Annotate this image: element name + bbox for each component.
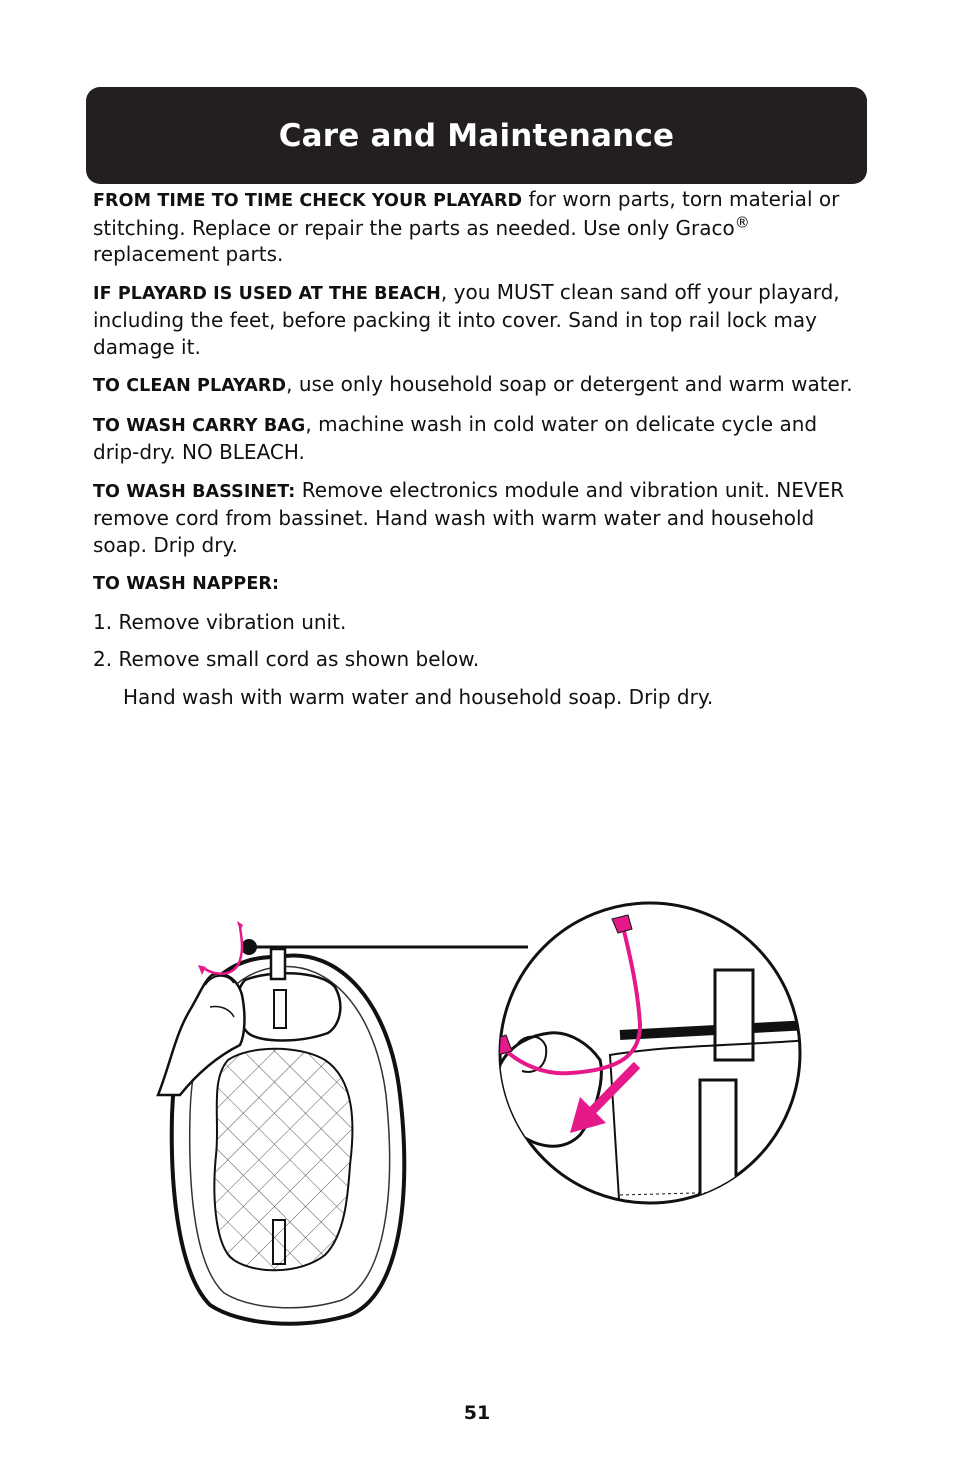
section-header xyxy=(86,87,867,184)
small-cord-pink xyxy=(205,927,242,974)
paragraph-beach xyxy=(93,279,868,361)
napper-note: Hand wash with warm water and household soap. Drip dry. xyxy=(123,684,714,709)
lead-clean-playard: TO CLEAN PLAYARD xyxy=(93,376,287,396)
text-bassinet: Remove electronics module and vibration unit. NEVER remove cord from bassinet. Hand wash with warm water and household soap. Drip dry. xyxy=(93,477,845,557)
lead-check-playard: FROM TIME TO TIME CHECK YOUR PLAYARD xyxy=(93,191,523,211)
text-clean-playard: , use only household soap or detergent and warm water. xyxy=(286,372,853,396)
text-check-playard-end: replacement parts. xyxy=(93,242,284,266)
page-title: Care and Maintenance xyxy=(278,117,675,154)
page-number: 51 xyxy=(463,1402,491,1424)
paragraph-bassinet xyxy=(93,477,868,559)
registered-mark: ® xyxy=(734,212,750,231)
napper-step-1: 1. Remove vibration unit. xyxy=(93,609,347,634)
napper-step-2: 2. Remove small cord as shown below. xyxy=(93,647,480,671)
paragraph-check-playard xyxy=(93,186,868,268)
napper-illustration xyxy=(150,895,820,1335)
lead-carry-bag: TO WASH CARRY BAG xyxy=(93,415,306,436)
callout-dot xyxy=(241,939,257,955)
lead-beach: IF PLAYARD IS USED AT THE BEACH xyxy=(93,283,441,304)
text-beach: , you MUST clean sand off your playard, including the feet, before packing it into cover. Sand in top rail lock may damage it. xyxy=(93,279,840,359)
instructions xyxy=(93,186,868,721)
detail-callout-circle xyxy=(492,903,810,1215)
paragraph-clean-playard xyxy=(93,371,868,400)
text-carry-bag: , machine wash in cold water on delicate cycle and drip-dry. NO BLEACH. xyxy=(93,411,818,464)
lead-bassinet: TO WASH BASSINET: xyxy=(93,481,296,502)
text-check-playard: for worn parts, torn material or stitching. Replace or repair the parts as needed. Use only Graco xyxy=(93,187,840,240)
lead-napper: TO WASH NAPPER: xyxy=(93,574,280,594)
paragraph-carry-bag xyxy=(93,411,868,466)
napper-heading xyxy=(93,569,868,598)
